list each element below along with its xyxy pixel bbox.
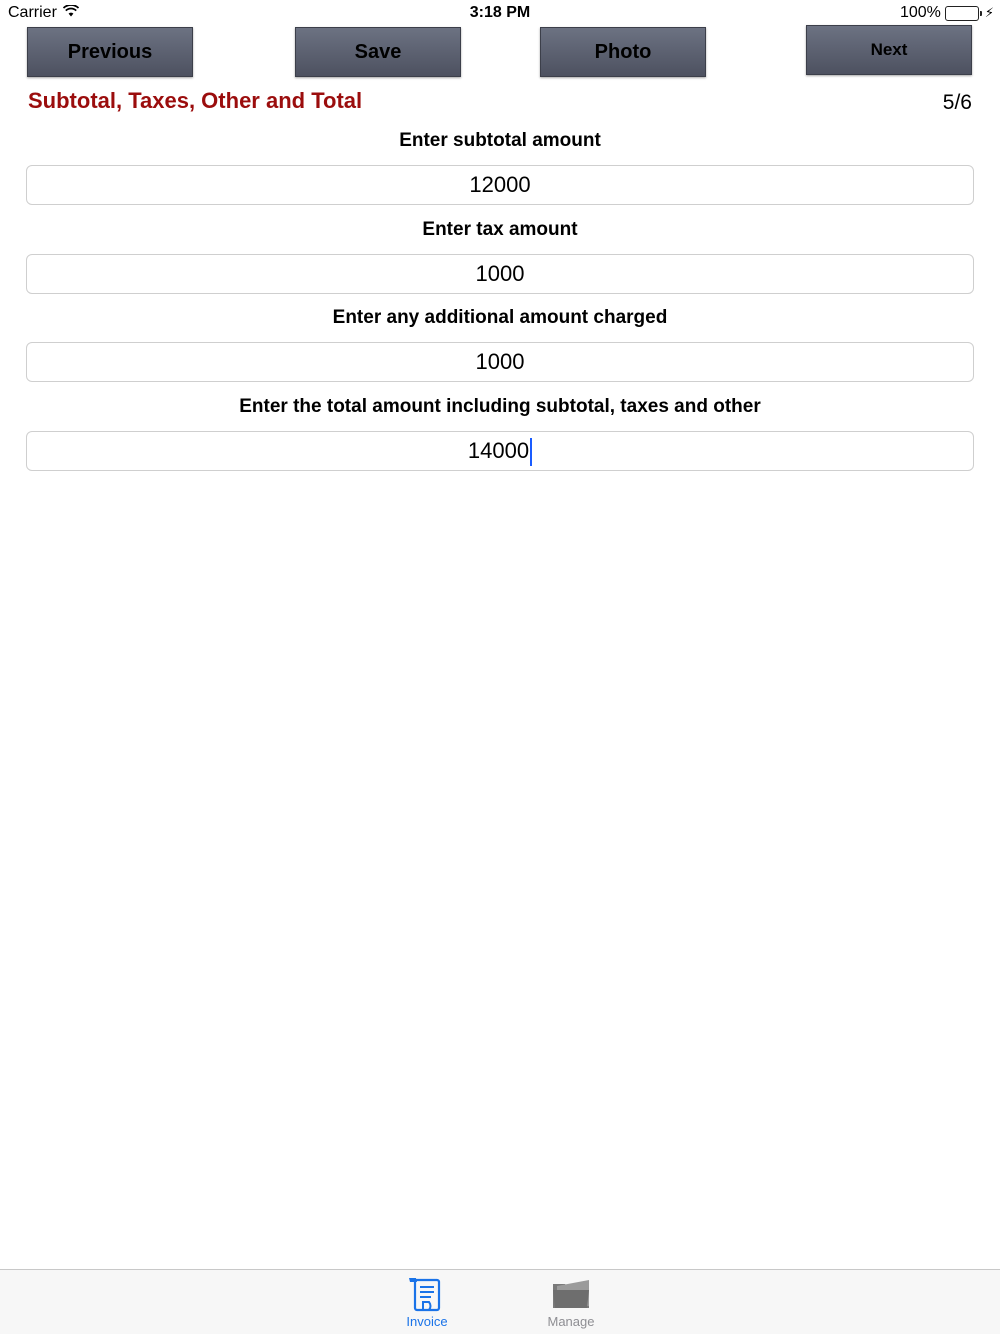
total-label: Enter the total amount including subtotal, taxes and other xyxy=(239,396,761,417)
additional-value: 1000 xyxy=(475,349,525,374)
invoice-icon xyxy=(407,1276,447,1312)
tax-label: Enter tax amount xyxy=(422,219,578,240)
charging-bolt-icon: ⚡ xyxy=(984,5,994,20)
folder-icon xyxy=(551,1276,591,1312)
save-button[interactable]: Save xyxy=(295,27,461,77)
subtotal-input[interactable] xyxy=(26,165,974,205)
tax-input[interactable] xyxy=(26,254,974,294)
tab-manage[interactable] xyxy=(521,1270,621,1334)
photo-button[interactable]: Photo xyxy=(540,27,706,77)
battery-percent: 100% xyxy=(899,4,941,21)
tax-value: 1000 xyxy=(475,261,525,286)
section-title: Subtotal, Taxes, Other and Total xyxy=(28,88,363,113)
tab-invoice[interactable] xyxy=(377,1270,477,1334)
tab-manage-label: Manage xyxy=(547,1314,595,1329)
tab-bar xyxy=(0,1269,1000,1334)
total-value: 14000 xyxy=(467,438,530,463)
total-input[interactable] xyxy=(26,431,974,471)
next-button[interactable]: Next xyxy=(806,25,972,75)
status-bar xyxy=(0,0,1000,28)
tab-invoice-label: Invoice xyxy=(406,1314,448,1329)
additional-label: Enter any additional amount charged xyxy=(332,307,668,328)
battery-icon xyxy=(945,6,979,21)
text-caret xyxy=(530,438,532,466)
additional-input[interactable] xyxy=(26,342,974,382)
status-time: 3:18 PM xyxy=(469,4,531,21)
carrier-label: Carrier xyxy=(8,4,57,21)
battery-indicator xyxy=(900,4,994,22)
step-counter: 5/6 xyxy=(942,91,972,114)
subtotal-value: 12000 xyxy=(469,172,531,197)
subtotal-label: Enter subtotal amount xyxy=(399,130,601,151)
previous-button[interactable]: Previous xyxy=(27,27,193,77)
